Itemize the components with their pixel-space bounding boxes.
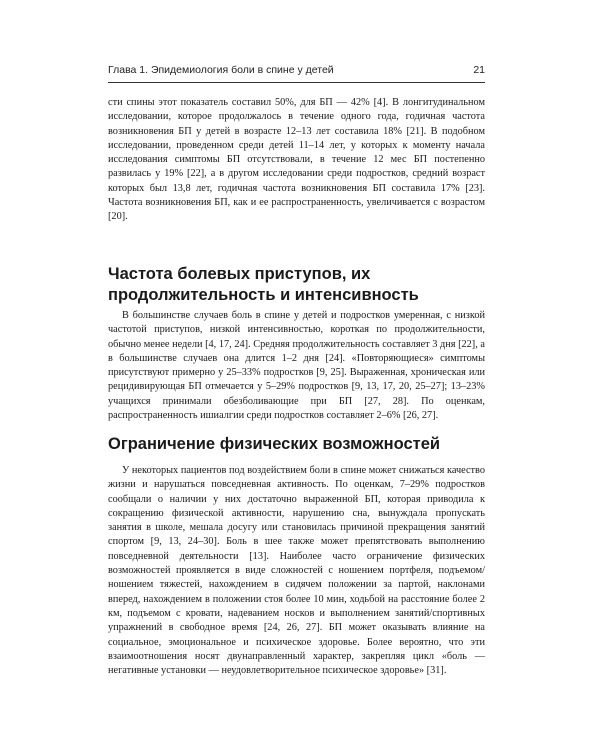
section-heading-limitations: Ограничение физических возможностей xyxy=(108,435,441,453)
running-head xyxy=(108,64,485,76)
paragraph-2: В большинстве случаев боль в спине у детей и подростков умеренная, с низкой частотой приступов, низкой интенсивностью, короткая по продолжительности, обычно менее недели [4, 17, 24]. Средняя продолжительность составляет 3 дня [22], а в большинстве случаев она длится 1–2 дня [24]. «Повторяющиеся» симптомы присутствуют примерно у 25–33% подростков [9, 25]. Выраженная, хроническая или рецидивирующая БП отмечается у 5–29% подростков [9, 13, 17, 20, 25–27]; 13–23% учащихся принимали обезболивающие при БП [27, 28]. По оценкам, распространенность ишиалгии среди подростков составляет 2–6% [26, 27]. xyxy=(108,310,485,422)
chapter-title: Глава 1. Эпидемиология боли в спине у детей xyxy=(108,64,334,76)
page-number: 21 xyxy=(473,64,485,76)
paragraph-3: У некоторых пациентов под воздействием боли в спине может снижаться качество жизни и нарушаться повседневная активность. По оценкам, 7–29% подростков сообщали о наличии у них достаточно выраженной БП, которая приводила к сокращению физической активности, нарушению сна, вынуждала пропускать занятия в школе, мешала досугу или становилась причиной прекращения занятий спортом [9, 13, 24–30]. Боль в шее также может препятствовать выполнению повседневной деятельности [13]. Наиболее часто ограничение физических возможностей проявляется в виде сложностей с ношением портфеля, подъемом/ношением тяжестей, нахождением в сидячем положении за партой, наклонами вперед, нахождением в положении стоя более 10 мин, ходьбой на расстояние более 2 км, подъемом с кровати, надеванием носков и выполнением занятий/спортивных упражнений в свободное время [24, 26, 27]. БП может оказывать влияние на социальное, эмоциональное и психическое здоровье. Более вероятно, что эти взаимоотношения носят двунаправленный характер, закрепляя цикл «боль — негативные установки — неудовлетворительное психическое здоровье» [31]. xyxy=(108,465,485,677)
section-heading-frequency: Частота болевых приступов, их продолжительность и интенсивность xyxy=(108,265,419,304)
header-rule xyxy=(108,82,485,83)
paragraph-1: сти спины этот показатель составил 50%, для БП — 42% [4]. В лонгитудинальном исследовании, которое продолжалось в течение одного года, годичная частота возникновения БП у детей в возрасте 12–13 лет составила 18% [21]. В подобном исследовании, проведенном среди детей 11–14 лет, у которых к моменту начала исследования симптомы БП отсутствовали, в течение 12 мес БП постепенно развилась у 19% [22], а в другом исследовании среди подростков, средний возраст которых был 13,8 лет, годичная частота возникновения БП составила 17% [23]. Частота возникновения БП, как и ее распространенность, увеличивается с возрастом [20]. xyxy=(108,97,485,223)
